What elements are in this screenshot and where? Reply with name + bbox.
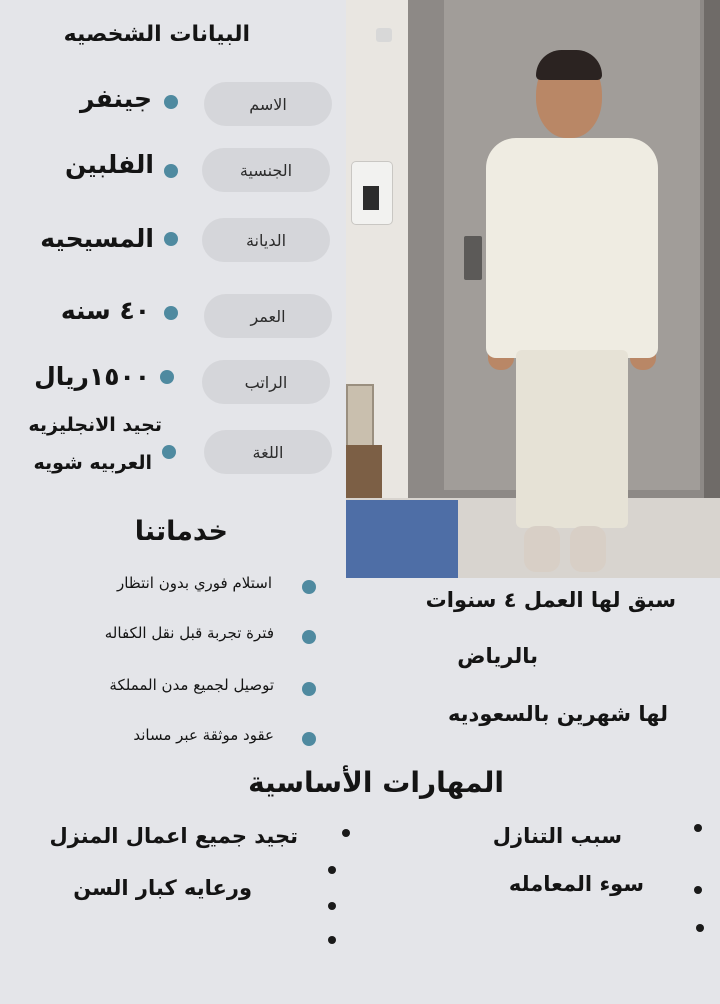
bullet-icon [302,630,316,644]
bullet-icon [164,164,178,178]
worker-photo [346,0,720,578]
photo-person-hair [536,50,602,80]
experience-line2: بالرياض [457,644,538,668]
photo-person-pants [516,350,628,528]
bullet-icon [302,682,316,696]
photo-person-shoe-right [570,526,606,572]
skill-left-line2: ورعايه كبار السن [73,876,252,900]
photo-door-handle [464,236,482,280]
value-language-line2: العربيه شويه [33,452,152,474]
personal-title: البيانات الشخصيه [63,22,250,47]
photo-intercom-screen [363,186,379,210]
label-religion: الديانة [202,218,330,262]
photo-rug [346,500,458,578]
bullet-icon [342,829,350,837]
label-language: اللغة [204,430,332,474]
bullet-icon [302,732,316,746]
photo-person-shirt [486,138,658,358]
bullet-icon [694,824,702,832]
bullet-icon [302,580,316,594]
experience-line3: لها شهرين بالسعوديه [447,702,668,726]
experience-line1: سبق لها العمل ٤ سنوات [425,588,676,612]
value-name: جينفر [80,84,152,113]
value-nationality: الفلبين [64,150,154,179]
bullet-icon [328,866,336,874]
service-item: توصيل لجميع مدن المملكة [109,676,274,694]
label-nationality: الجنسية [202,148,330,192]
service-item: فترة تجربة قبل نقل الكفاله [104,624,274,642]
bullet-icon [164,306,178,320]
bullet-icon [164,232,178,246]
bullet-icon [696,924,704,932]
bullet-icon [162,445,176,459]
skill-right-line2: سوء المعامله [508,872,644,896]
value-salary: ١٥٠٠ريال [34,362,150,391]
bullet-icon [328,936,336,944]
value-age: ٤٠ سنه [60,296,150,325]
photo-person-shoe-left [524,526,560,572]
label-salary: الراتب [202,360,330,404]
service-item: عقود موثقة عبر مساند [133,726,274,744]
bullet-icon [160,370,174,384]
photo-sensor [376,28,392,42]
skill-left-line1: تجيد جميع اعمال المنزل [49,824,298,848]
value-language-line1: تجيد الانجليزيه [28,414,162,436]
skills-title: المهارات الأساسية [248,766,504,799]
services-title: خدماتنا [134,516,228,547]
label-age: العمر [204,294,332,338]
skill-right-line1: سبب التنازل [492,824,622,848]
label-name: الاسم [204,82,332,126]
bullet-icon [694,886,702,894]
value-religion: المسيحيه [40,224,154,253]
service-item: استلام فوري بدون انتظار [116,574,272,592]
bullet-icon [164,95,178,109]
bullet-icon [328,902,336,910]
photo-door-frame [704,0,720,505]
